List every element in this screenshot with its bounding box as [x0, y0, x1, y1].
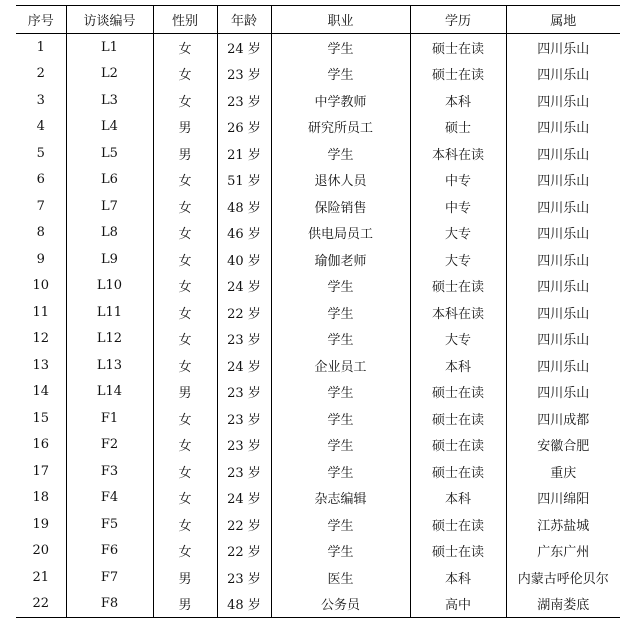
- cell-gender: 女: [153, 511, 217, 538]
- cell-occupation: 学生: [271, 511, 410, 538]
- table-row: [16, 273, 620, 300]
- cell-region: 四川乐山: [506, 379, 620, 406]
- cell-gender: 女: [153, 299, 217, 326]
- table-row: [16, 220, 620, 247]
- cell-age: 24 岁: [217, 34, 271, 61]
- table-row: [16, 167, 620, 194]
- table-row: [16, 405, 620, 432]
- cell-education: 硕士在读: [410, 405, 506, 432]
- table-row: [16, 511, 620, 538]
- cell-gender: 女: [153, 352, 217, 379]
- cell-region: 安徽合肥: [506, 432, 620, 459]
- cell-interview-id: F8: [66, 591, 153, 618]
- cell-age: 24 岁: [217, 273, 271, 300]
- cell-occupation: 学生: [271, 538, 410, 565]
- cell-interview-id: L6: [66, 167, 153, 194]
- table-row: [16, 485, 620, 512]
- cell-occupation: 学生: [271, 432, 410, 459]
- cell-region: 四川乐山: [506, 87, 620, 114]
- cell-interview-id: L12: [66, 326, 153, 353]
- table-row: [16, 538, 620, 565]
- cell-occupation: 杂志编辑: [271, 485, 410, 512]
- cell-occupation: 学生: [271, 405, 410, 432]
- cell-interview-id: L4: [66, 114, 153, 141]
- table-row: [16, 114, 620, 141]
- cell-age: 48 岁: [217, 193, 271, 220]
- cell-gender: 女: [153, 220, 217, 247]
- table-row: [16, 379, 620, 406]
- table-row: [16, 34, 620, 61]
- header-gender: 性别: [153, 6, 217, 34]
- cell-age: 23 岁: [217, 458, 271, 485]
- cell-gender: 男: [153, 140, 217, 167]
- table-row: [16, 458, 620, 485]
- cell-gender: 女: [153, 405, 217, 432]
- cell-region: 内蒙古呼伦贝尔: [506, 564, 620, 591]
- cell-index: 20: [32, 543, 50, 559]
- cell-index: 8: [36, 225, 45, 241]
- cell-occupation: 学生: [271, 61, 410, 88]
- cell-interview-id: F7: [66, 564, 153, 591]
- cell-region: 四川乐山: [506, 352, 620, 379]
- cell-region: 四川成都: [506, 405, 620, 432]
- cell-education: 大专: [410, 326, 506, 353]
- cell-age: 23 岁: [217, 432, 271, 459]
- cell-education: 硕士在读: [410, 511, 506, 538]
- cell-occupation: 中学教师: [271, 87, 410, 114]
- table-row: [16, 140, 620, 167]
- cell-education: 硕士: [410, 114, 506, 141]
- cell-index: 11: [32, 304, 50, 320]
- cell-region: 四川乐山: [506, 34, 620, 61]
- cell-occupation: 公务员: [271, 591, 410, 618]
- table-row: [16, 246, 620, 273]
- table-row: [16, 432, 620, 459]
- cell-gender: 女: [153, 326, 217, 353]
- cell-education: 高中: [410, 591, 506, 618]
- cell-region: 广东广州: [506, 538, 620, 565]
- header-row: [16, 6, 620, 34]
- header-occupation: 职业: [271, 6, 410, 34]
- cell-age: 51 岁: [217, 167, 271, 194]
- cell-gender: 女: [153, 87, 217, 114]
- cell-education: 本科在读: [410, 299, 506, 326]
- cell-occupation: 学生: [271, 379, 410, 406]
- cell-education: 本科: [410, 87, 506, 114]
- cell-interview-id: L3: [66, 87, 153, 114]
- cell-index: 3: [36, 92, 45, 108]
- table-row: [16, 564, 620, 591]
- cell-interview-id: L1: [66, 34, 153, 61]
- cell-gender: 女: [153, 193, 217, 220]
- cell-age: 23 岁: [217, 326, 271, 353]
- cell-region: 四川乐山: [506, 299, 620, 326]
- cell-index: 22: [32, 596, 50, 612]
- cell-region: 江苏盐城: [506, 511, 620, 538]
- cell-interview-id: F6: [66, 538, 153, 565]
- cell-index: 2: [36, 66, 45, 82]
- cell-interview-id: L9: [66, 246, 153, 273]
- cell-occupation: 学生: [271, 299, 410, 326]
- cell-index: 4: [36, 119, 45, 135]
- interviewee-table: [16, 5, 620, 618]
- cell-gender: 男: [153, 591, 217, 618]
- cell-education: 硕士在读: [410, 432, 506, 459]
- header-education: 学历: [410, 6, 506, 34]
- cell-occupation: 退休人员: [271, 167, 410, 194]
- cell-interview-id: F2: [66, 432, 153, 459]
- cell-index: 15: [32, 410, 50, 426]
- cell-interview-id: L10: [66, 273, 153, 300]
- cell-index: 16: [32, 437, 50, 453]
- cell-education: 本科: [410, 352, 506, 379]
- cell-index: 9: [36, 251, 45, 267]
- cell-interview-id: L8: [66, 220, 153, 247]
- cell-education: 硕士在读: [410, 379, 506, 406]
- cell-region: 四川乐山: [506, 193, 620, 220]
- cell-gender: 男: [153, 564, 217, 591]
- cell-interview-id: L2: [66, 61, 153, 88]
- cell-interview-id: L13: [66, 352, 153, 379]
- cell-age: 26 岁: [217, 114, 271, 141]
- cell-education: 硕士在读: [410, 538, 506, 565]
- cell-age: 24 岁: [217, 352, 271, 379]
- cell-region: 重庆: [506, 458, 620, 485]
- cell-age: 46 岁: [217, 220, 271, 247]
- cell-region: 四川乐山: [506, 114, 620, 141]
- cell-education: 硕士在读: [410, 458, 506, 485]
- cell-occupation: 学生: [271, 458, 410, 485]
- cell-education: 硕士在读: [410, 34, 506, 61]
- cell-region: 四川乐山: [506, 273, 620, 300]
- cell-index: 10: [32, 278, 50, 294]
- cell-interview-id: L7: [66, 193, 153, 220]
- cell-index: 5: [36, 145, 45, 161]
- cell-education: 大专: [410, 246, 506, 273]
- cell-age: 24 岁: [217, 485, 271, 512]
- cell-education: 本科: [410, 564, 506, 591]
- cell-index: 6: [36, 172, 45, 188]
- cell-index: 1: [36, 39, 45, 55]
- cell-education: 硕士在读: [410, 273, 506, 300]
- cell-index: 14: [32, 384, 50, 400]
- header-index: 序号: [27, 14, 54, 29]
- cell-index: 17: [32, 463, 50, 479]
- cell-education: 本科: [410, 485, 506, 512]
- cell-gender: 女: [153, 538, 217, 565]
- cell-age: 48 岁: [217, 591, 271, 618]
- cell-age: 21 岁: [217, 140, 271, 167]
- cell-occupation: 企业员工: [271, 352, 410, 379]
- cell-age: 23 岁: [217, 564, 271, 591]
- cell-region: 四川乐山: [506, 246, 620, 273]
- cell-education: 中专: [410, 193, 506, 220]
- cell-region: 湖南娄底: [506, 591, 620, 618]
- cell-age: 40 岁: [217, 246, 271, 273]
- cell-age: 23 岁: [217, 87, 271, 114]
- cell-education: 大专: [410, 220, 506, 247]
- cell-index: 13: [32, 357, 50, 373]
- cell-age: 22 岁: [217, 538, 271, 565]
- table-row: [16, 352, 620, 379]
- cell-age: 23 岁: [217, 379, 271, 406]
- table-row: [16, 326, 620, 353]
- table-body: [16, 34, 620, 618]
- cell-education: 硕士在读: [410, 61, 506, 88]
- cell-occupation: 医生: [271, 564, 410, 591]
- cell-age: 22 岁: [217, 299, 271, 326]
- cell-index: 19: [32, 516, 50, 532]
- table-row: [16, 193, 620, 220]
- cell-gender: 男: [153, 379, 217, 406]
- cell-age: 23 岁: [217, 61, 271, 88]
- cell-gender: 女: [153, 167, 217, 194]
- cell-index: 21: [32, 569, 50, 585]
- cell-occupation: 学生: [271, 273, 410, 300]
- cell-region: 四川乐山: [506, 326, 620, 353]
- header-age: 年龄: [217, 6, 271, 34]
- cell-region: 四川乐山: [506, 61, 620, 88]
- cell-region: 四川乐山: [506, 140, 620, 167]
- cell-interview-id: F5: [66, 511, 153, 538]
- cell-interview-id: F4: [66, 485, 153, 512]
- cell-occupation: 保险销售: [271, 193, 410, 220]
- cell-interview-id: L5: [66, 140, 153, 167]
- cell-gender: 女: [153, 432, 217, 459]
- cell-education: 中专: [410, 167, 506, 194]
- table-row: [16, 61, 620, 88]
- cell-index: 18: [32, 490, 50, 506]
- cell-region: 四川乐山: [506, 220, 620, 247]
- table-row: [16, 87, 620, 114]
- cell-occupation: 供电局员工: [271, 220, 410, 247]
- cell-interview-id: F3: [66, 458, 153, 485]
- header-interview-id: 访谈编号: [66, 6, 153, 34]
- cell-age: 22 岁: [217, 511, 271, 538]
- table-row: [16, 591, 620, 618]
- cell-education: 本科在读: [410, 140, 506, 167]
- cell-gender: 女: [153, 485, 217, 512]
- cell-occupation: 学生: [271, 34, 410, 61]
- cell-occupation: 研究所员工: [271, 114, 410, 141]
- cell-interview-id: L11: [66, 299, 153, 326]
- cell-occupation: 学生: [271, 140, 410, 167]
- header-region: 属地: [506, 6, 620, 34]
- cell-gender: 男: [153, 114, 217, 141]
- cell-interview-id: F1: [66, 405, 153, 432]
- cell-gender: 女: [153, 273, 217, 300]
- cell-region: 四川绵阳: [506, 485, 620, 512]
- cell-index: 12: [32, 331, 50, 347]
- cell-region: 四川乐山: [506, 167, 620, 194]
- cell-occupation: 瑜伽老师: [271, 246, 410, 273]
- cell-interview-id: L14: [66, 379, 153, 406]
- cell-age: 23 岁: [217, 405, 271, 432]
- cell-gender: 女: [153, 61, 217, 88]
- cell-index: 7: [36, 198, 45, 214]
- cell-gender: 女: [153, 246, 217, 273]
- cell-gender: 女: [153, 34, 217, 61]
- cell-occupation: 学生: [271, 326, 410, 353]
- table-row: [16, 299, 620, 326]
- cell-gender: 女: [153, 458, 217, 485]
